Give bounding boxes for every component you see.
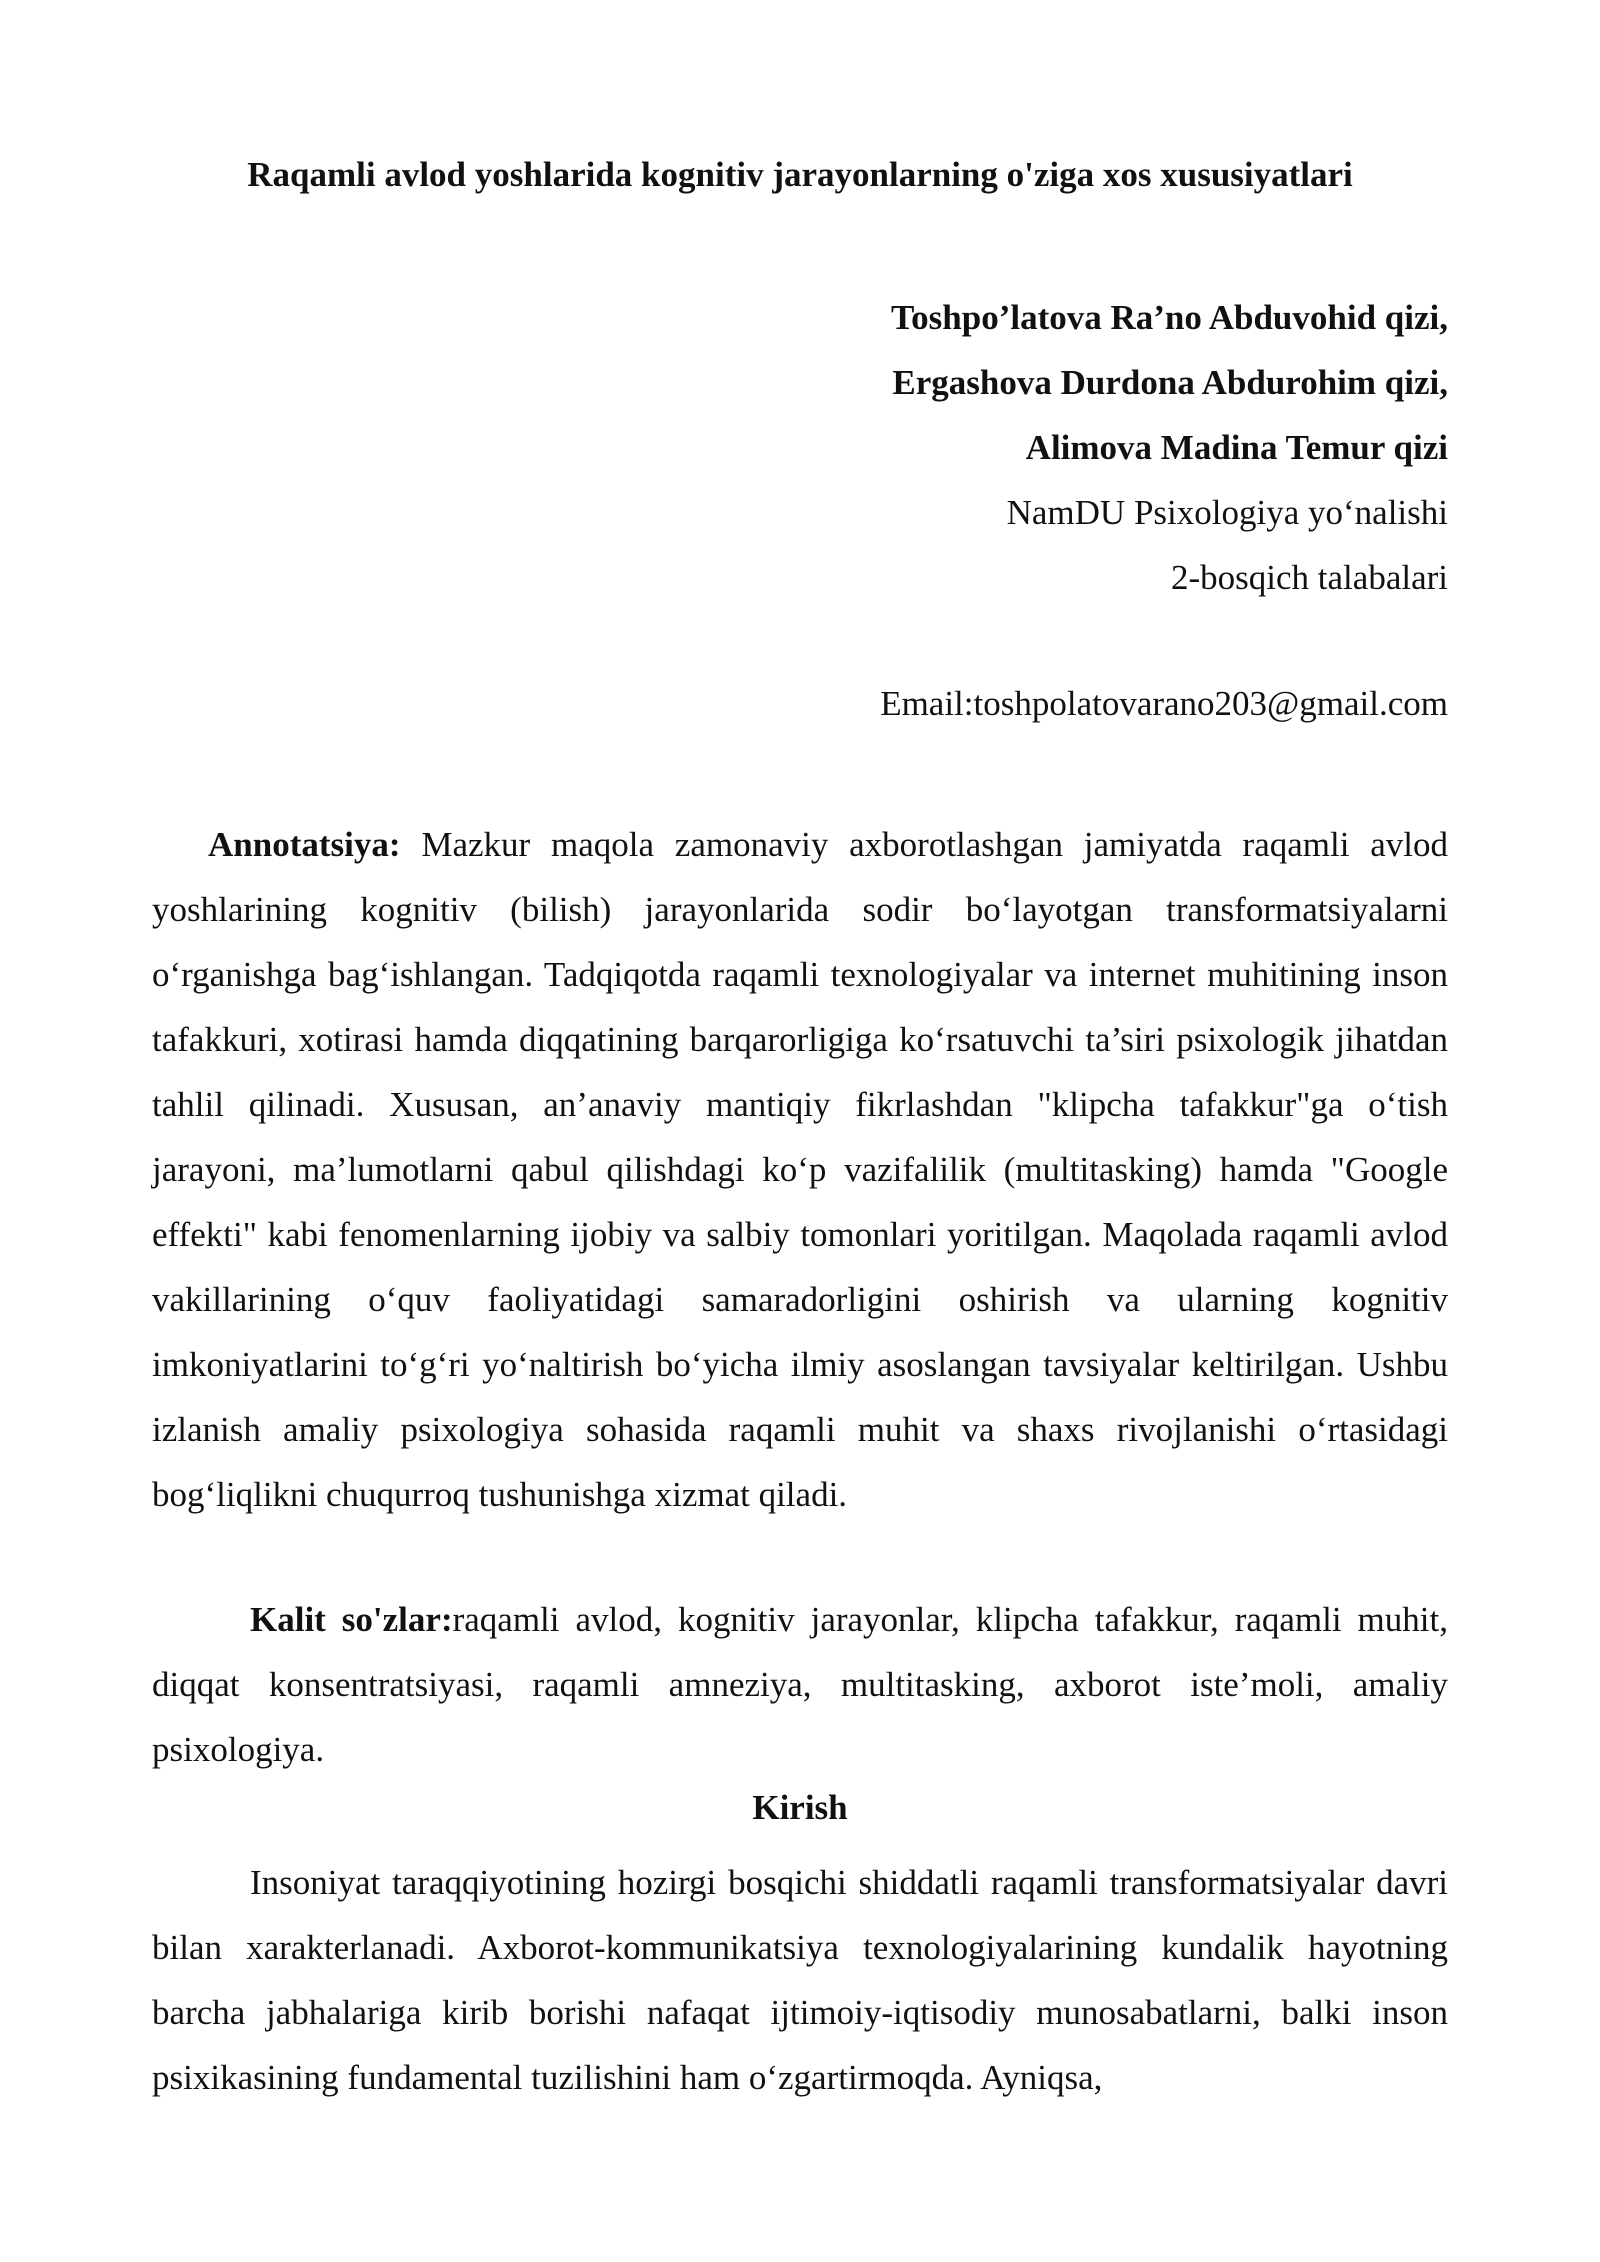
intro-paragraph: Insoniyat taraqqiyotining hozirgi bosqichi shiddatli raqamli transformatsiyalar davri bilan xarakterlanadi. Axborot-kommunikatsiya texnologiyalarining kundalik hayotning barcha jabhalariga kirib borishi nafaqat ijtimoiy-iqtisodiy munosabatlarni, balki inson psixikasining fundamental tuzilishini ham o‘zgartirmoqda. Ayniqsa, — [152, 1863, 1448, 2097]
annotation-paragraph — [152, 812, 1448, 1527]
affiliation-line: 2-bosqich talabalari — [1171, 558, 1448, 597]
author-block — [891, 285, 1448, 610]
keywords-text: raqamli avlod, kognitiv jarayonlar, klipcha tafakkur, raqamli muhit, diqqat konsentratsiyasi, raqamli amneziya, multitasking, axborot iste’moli, amaliy psixologiya. — [152, 1600, 1448, 1769]
keywords-paragraph — [152, 1587, 1448, 1782]
section-heading: Kirish — [752, 1788, 848, 1827]
author-name: Alimova Madina Temur qizi — [1025, 428, 1448, 467]
author-name: Ergashova Durdona Abdurohim qizi, — [892, 363, 1448, 402]
annotation-text: Mazkur maqola zamonaviy axborotlashgan jamiyatda raqamli avlod yoshlarining kognitiv (bilish) jarayonlarida sodir bo‘layotgan transformatsiyalarni o‘rganishga bag‘ishlangan. Tadqiqotda raqamli texnologiyalar va internet muhitining inson tafakkuri, xotirasi hamda diqqatining barqarorligiga ko‘rsatuvchi ta’siri psixologik jihatdan tahlil qilinadi. Xususan, an’anaviy mantiqiy fikrlashdan "klipcha tafakkur"ga o‘tish jarayoni, ma’lumotlarni qabul qilishdagi ko‘p vazifalilik (multitasking) hamda "Google effekti" kabi fenomenlarning ijobiy va salbiy tomonlari yoritilgan. Maqolada raqamli avlod vakillarining o‘quv faoliyatidagi samaradorligini oshirish va ularning kognitiv imkoniyatlarini to‘g‘ri yo‘naltirish bo‘yicha ilmiy asoslangan tavsiyalar keltirilgan. Ushbu izlanish amaliy psixologiya sohasida raqamli muhit va shaxs rivojlanishi o‘rtasidagi bog‘liqlikni chuqurroq tushunishga xizmat qiladi. — [152, 825, 1448, 1514]
affiliation-line: NamDU Psixologiya yo‘nalishi — [1006, 493, 1448, 532]
paper-title: Raqamli avlod yoshlarida kognitiv jarayonlarning o'ziga xos xususiyatlari — [247, 155, 1353, 194]
author-name: Toshpo’latova Ra’no Abduvohid qizi, — [891, 298, 1448, 337]
annotation-label: Annotatsiya: — [208, 825, 401, 864]
author-email: Email:toshpolatovarano203@gmail.com — [880, 684, 1448, 723]
keywords-label: Kalit so'zlar: — [250, 1600, 453, 1639]
